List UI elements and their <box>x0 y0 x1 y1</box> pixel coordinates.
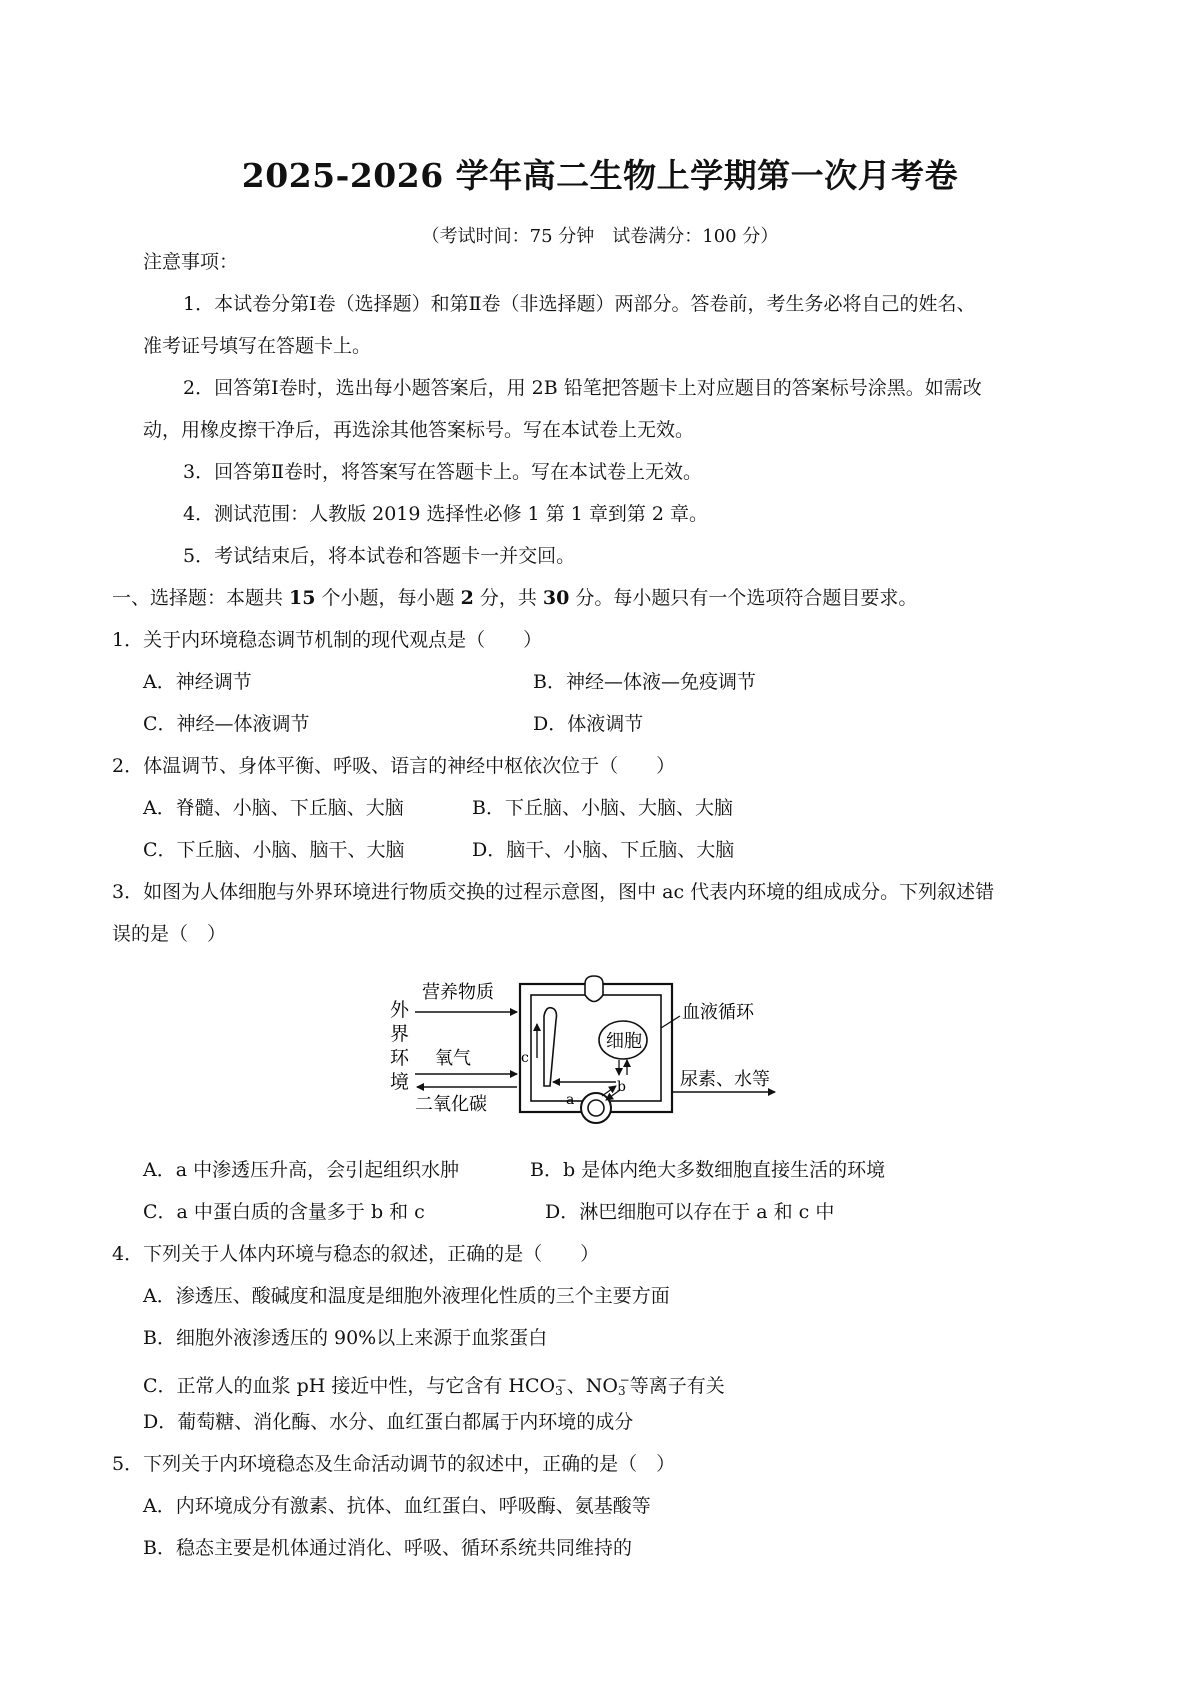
notice-item-1a: 1．本试卷分第Ⅰ卷（选择题）和第Ⅱ卷（非选择题）两部分。答卷前，考生务必将自己的姓名、 <box>183 293 976 315</box>
outside-char-2: 界 <box>390 1023 410 1045</box>
q5-stem: 5．下列关于内环境稳态及生命活动调节的叙述中，正确的是（ ） <box>112 1453 676 1475</box>
blood-circulation-label: 血液循环 <box>682 1002 754 1023</box>
no3-subscript: 3 <box>617 1384 626 1398</box>
nutrients-label: 营养物质 <box>422 982 494 1003</box>
outside-char-1: 外 <box>390 999 410 1021</box>
section-text-2: 个小题，每小题 <box>315 587 461 609</box>
hco3-charge: − <box>556 1373 567 1387</box>
exam-title: 2025-2026 学年高二生物上学期第一次月考卷 <box>241 156 959 195</box>
section-text-1: 一、选择题：本题共 <box>112 587 290 609</box>
section-heading <box>112 586 917 610</box>
q1-option-c: C．神经—体液调节 <box>143 713 310 735</box>
notice-item-5: 5．考试结束后，将本试卷和答题卡一并交回。 <box>183 545 576 567</box>
q2-stem: 2．体温调节、身体平衡、呼吸、语言的神经中枢依次位于（ ） <box>112 755 676 777</box>
q4-option-d: D．葡萄糖、消化酶、水分、血红蛋白都属于内环境的成分 <box>143 1411 634 1433</box>
section-points-total: 30 <box>542 587 570 609</box>
q4-option-c <box>143 1368 725 1403</box>
hco3-subscript: 3 <box>555 1384 563 1398</box>
lymph-vessel <box>544 1008 557 1086</box>
notice-item-1b: 准考证号填写在答题卡上。 <box>143 335 372 357</box>
notice-item-4: 4．测试范围：人教版 2019 选择性必修 1 第 1 章到第 2 章。 <box>183 503 709 525</box>
urea-label: 尿素、水等 <box>680 1069 770 1090</box>
q3-option-c: C．a 中蛋白质的含量多于 b 和 c <box>143 1201 425 1223</box>
capillary-inner <box>588 1100 604 1116</box>
q1-stem: 1．关于内环境稳态调节机制的现代观点是（ ） <box>112 629 543 651</box>
label-b: b <box>617 1079 626 1095</box>
section-count: 15 <box>289 587 316 609</box>
q1-option-a: A．神经调节 <box>143 671 252 693</box>
outside-char-4: 境 <box>390 1071 410 1093</box>
q5-option-a: A．内环境成分有激素、抗体、血红蛋白、呼吸酶、氨基酸等 <box>143 1495 651 1517</box>
q4-option-c-text-3: 等离子有关 <box>629 1375 725 1397</box>
cell-label: 细胞 <box>606 1031 642 1052</box>
q4-option-c-text-2: 、NO <box>566 1375 618 1397</box>
outside-char-3: 环 <box>390 1047 410 1069</box>
notice-item-2a: 2．回答第Ⅰ卷时，选出每小题答案后，用 2B 铅笔把答题卡上对应题目的答案标号涂黑。如需改 <box>183 377 982 399</box>
q4-option-a: A．渗透压、酸碱度和温度是细胞外液理化性质的三个主要方面 <box>143 1285 670 1307</box>
label-a: a <box>566 1092 575 1108</box>
q2-option-b: B．下丘脑、小脑、大脑、大脑 <box>472 797 733 819</box>
top-notch <box>585 976 603 1002</box>
q3-option-b: B．b 是体内绝大多数细胞直接生活的环境 <box>530 1159 886 1181</box>
q3-stem-line-2: 误的是（ ） <box>112 923 227 945</box>
q2-option-a: A．脊髓、小脑、下丘脑、大脑 <box>143 797 404 819</box>
exam-subtitle: （考试时间：75 分钟 试卷满分：100 分） <box>421 226 779 247</box>
notice-item-2b: 动，用橡皮擦干净后，再选涂其他答案标号。写在本试卷上无效。 <box>143 419 695 441</box>
q2-option-d: D．脑干、小脑、下丘脑、大脑 <box>472 839 735 861</box>
section-text-4: 分。每小题只有一个选项符合题目要求。 <box>569 587 918 609</box>
q4-option-c-text-1: C．正常人的血浆 pH 接近中性，与它含有 HCO <box>143 1375 556 1397</box>
notice-item-3: 3．回答第Ⅱ卷时，将答案写在答题卡上。写在本试卷上无效。 <box>183 461 703 483</box>
section-text-3: 分，共 <box>473 587 543 609</box>
q3-stem-line-1: 3．如图为人体细胞与外界环境进行物质交换的过程示意图，图中 ac 代表内环境的组成成分。下列叙述错 <box>112 881 995 903</box>
q1-option-d: D．体液调节 <box>533 713 644 735</box>
q4-stem: 4．下列关于人体内环境与稳态的叙述，正确的是（ ） <box>112 1243 600 1265</box>
label-c: c <box>521 1050 529 1066</box>
q5-option-b: B．稳态主要是机体通过消化、呼吸、循环系统共同维持的 <box>143 1537 632 1559</box>
q4-option-b: B．细胞外液渗透压的 90%以上来源于血浆蛋白 <box>143 1327 548 1349</box>
notice-heading: 注意事项： <box>143 251 239 273</box>
section-points-each: 2 <box>460 587 474 609</box>
q3-option-a: A．a 中渗透压升高，会引起组织水肿 <box>143 1159 460 1181</box>
co2-label: 二氧化碳 <box>415 1094 487 1115</box>
no3-charge: − <box>619 1373 630 1387</box>
q1-option-b: B．神经—体液—免疫调节 <box>533 671 756 693</box>
blood-circulation-leader <box>661 1016 680 1028</box>
exchange-diagram <box>380 968 840 1133</box>
oxygen-label: 氧气 <box>435 1048 471 1069</box>
q3-option-d: D．淋巴细胞可以存在于 a 和 c 中 <box>545 1201 835 1223</box>
q2-option-c: C．下丘脑、小脑、脑干、大脑 <box>143 839 405 861</box>
